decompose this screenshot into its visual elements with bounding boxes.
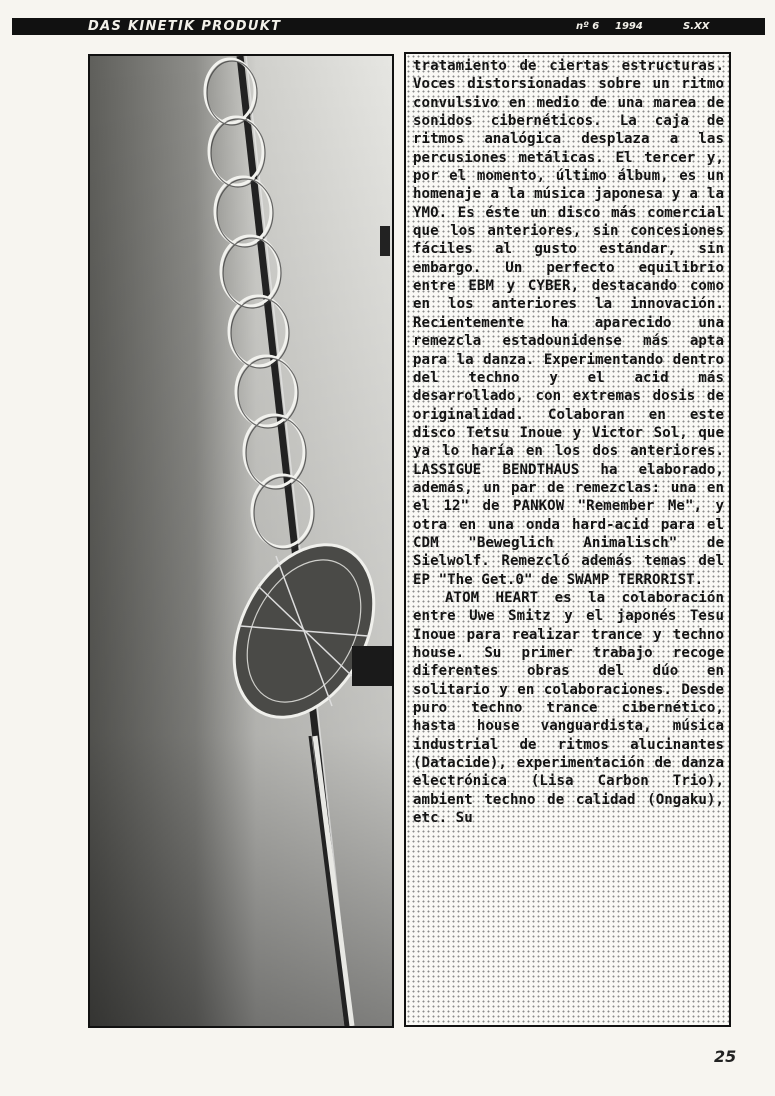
article-paragraph-2: ATOM HEART es la colaboración entre Uwe Smitz y el japonés Tesu Inoue para realizar trance y techno house. Su primer trabajo recoge diferentes obras del dúo en solitario y en colaboraciones. Desde puro techno trance cibernético, hasta house vanguardista, música industrial de ritmos alucinantes (Datacide), experimentación de danza electrónica (Lisa Carbon Trio), ambient techno de calidad (Ongaku), etc. Su xyxy=(413,589,724,827)
header-bar xyxy=(12,18,765,35)
antenna-photo xyxy=(88,54,394,1028)
article-text-column xyxy=(404,52,731,1027)
article-paragraph-1: tratamiento de ciertas estructuras. Voces distorsionadas sobre un ritmo convulsivo en medio de una marea de sonidos cibernéticos. La caja de ritmos analógica desplaza a las percusiones metálicas. El tercer y, por el momento, último álbum, es un homenaje a la música japonesa y a la YMO. Es éste un disco más comercial que los anteriores, sin concesiones fáciles al gusto estándar, sin embargo. Un perfecto equilibrio entre EBM y CYBER, destacando como en los anteriores la innovación. Recientemente ha aparecido una remezcla estadounidense más apta para la danza. Experimentando dentro del techno y el acid más desarrollado, con extremas dosis de originalidad. Colaboran en este disco Tetsu Inoue y Victor Sol, que ya lo haría en los dos anteriores. LASSIGUE BENDTHAUS ha elaborado, además, un par de remezclas: una en el 12" de PANKOW "Remember Me", y otra en una onda hard-acid para el CDM "Beweglich Animalisch" de Sielwolf. Remezcló además temas del EP "The Get.0" de SWAMP TERRORIST. xyxy=(413,58,724,588)
issue-year: 1994 xyxy=(615,21,643,32)
issue-number: nº 6 xyxy=(576,21,600,32)
magazine-title: DAS KINETIK PRODUKT xyxy=(88,19,282,34)
issue-price: S.XX xyxy=(683,21,710,32)
antenna-image xyxy=(90,56,392,1026)
page-number: 25 xyxy=(714,1047,737,1066)
